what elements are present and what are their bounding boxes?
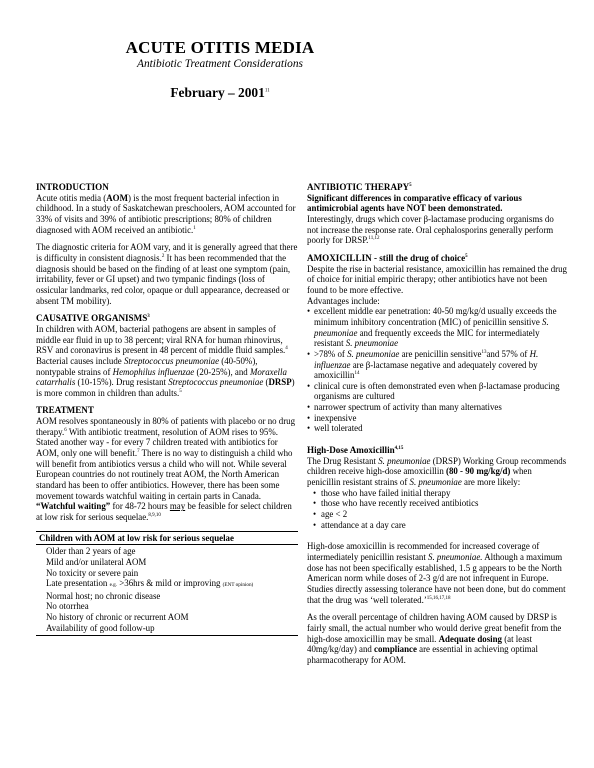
low-risk-criteria-list [36,545,298,635]
introduction-section [36,182,298,306]
document-date: February – 2001$^{11}$ [170,85,270,100]
causative-organisms-section [36,313,298,398]
causative-organisms-paragraph: In children with AOM, bacterial pathogens are absent in samples of middle ear fluid in up to 38 percent; viral RNA for human rhinovirus, RSV and coronavirus is present in 48 percent of middle fluid samples.$^4$ Bacterial causes include Streptococcus pneumoniae (40-50%), nontypable strains of Hemophilus influenzae (20-25%), and Moraxella catarrhalis (10-15%). Drug resistant Streptococcus pneumoniae (DRSP) is more common in children than adults.$^5$ [36,323,295,398]
list-item: • inexpensive [307,413,567,424]
list-item: Mild and/or unilateral AOM [46,556,147,567]
antibiotic-therapy-heading: ANTIBIOTIC THERAPY$^5$ [307,182,412,192]
amoxicillin-section [307,253,567,434]
treatment-paragraph: AOM resolves spontaneously in 80% of patients with placebo or no drug therapy.$^6$ With antibiotic treatment, resolution of AOM rises to 95%. Stated another way - for every 7 children treated with antibiotics for AOM, only one will benefit.$^7$ There is no way to distinguish a child who will benefit from antibiotics versus a child who will not. While several European countries do not routinely treat AOM, the North American standard has been to offer antibiotics. However, there has been some movement towards watchful waiting in certain parts in Canada. “Watchful waiting” for 48-72 hours may be feasible for select children at low risk for serious sequelae.$^{8,9,10}$ [36,416,296,523]
advantages-list [307,306,567,434]
amoxicillin-heading: AMOXICILLIN - still the drug of choice$^5$ [307,252,468,263]
advantages-label: Advantages include: [307,295,380,306]
treatment-section [36,405,298,522]
left-column [36,182,298,636]
list-item: Normal host; no chronic disease [46,590,161,601]
list-item: Late presentation e.g. >36hrs & mild or improving (ENT opinion) [46,578,254,589]
list-item: Availability of good follow-up [46,622,155,633]
list-item: • excellent middle ear penetration: 40-50 mg/kg/d usually exceeds the minimum inhibitory concentration (MIC) of penicillin sensitive S. pneumoniae and frequently exceeds the MIC for intermediately resistant S. pneumoniae [307,306,567,349]
antibiotic-therapy-lead: Significant differences in comparative efficacy of various antimicrobial agents have NOT been demonstrated. [307,192,522,214]
list-item: No history of chronic or recurrent AOM [46,611,189,622]
document-title: ACUTE OTITIS MEDIA [125,38,315,57]
low-risk-criteria-box [36,531,298,636]
document-subtitle: Antibiotic Treatment Considerations [136,58,303,70]
introduction-paragraph-1: Acute otitis media (AOM) is the most frequent bacterial infection in childhood. In a study of Saskatchewan preschoolers, AOM accounted for 33% of visits and 39% of antibiotic prescriptions; 80% of children diagnosed with AOM received an antibiotic.$^1$ [36,192,296,235]
high-dose-criteria-list [307,488,567,531]
list-item: • attendance at a day care [307,520,567,531]
high-dose-amoxicillin-section [307,445,567,665]
right-column [307,182,567,666]
list-item: Older than 2 years of age [46,546,136,557]
high-dose-paragraph-2: High-dose amoxicillin is recommended for increased coverage of intermediately penicillin resistant S. pneumoniae. Although a maximum dose has not been specifically established, 1.5 g appears to be the North American norm while doses of 2-3 g/d are not infrequent in Europe. Studies directly assessing tolerance have not been done, but do comment that the drug was ‘well tolerated.’$^{15,16,17,18}$ [307,541,566,605]
list-item: • clinical cure is often demonstrated even when β-lactamase producing organisms are cultured [307,381,567,402]
list-item: • age < 2 [307,509,567,520]
list-item: No toxicity or severe pain [46,567,139,578]
introduction-heading: INTRODUCTION [36,182,109,192]
antibiotic-therapy-text: Interestingly, drugs which cover β-lactamase producing organisms do not increase the response rate. Oral cephalosporins generally perform poorly for DRSP.$^{11,12}$ [307,213,554,246]
high-dose-intro: The Drug Resistant S. pneumoniae (DRSP) Working Group recommends children receive high-dose amoxicillin (80 - 90 mg/kg/d) when penicillin resistant strains of S. pneumoniae are more likely: [307,455,567,488]
list-item: • well tolerated [307,423,567,434]
amoxicillin-text: Despite the rise in bacterial resistance, amoxicillin has remained the drug of choice for initial empiric therapy; other antibiotics have not been found to be more effective. [307,263,567,295]
high-dose-paragraph-3: As the overall percentage of children having AOM caused by DRSP is fairly small, the actual number who would derive great benefit from the high-dose amoxicillin may be small. Adequate dosing (at least 40mg/kg/day) and compliance are essential in achieving optimal pharmacotherapy for AOM. [307,612,562,665]
treatment-heading: TREATMENT [36,405,94,416]
list-item: • narrower spectrum of activity than many alternatives [307,402,567,413]
low-risk-criteria-heading: Children with AOM at low risk for serious sequelae [36,532,298,546]
list-item: • those who have recently received antibiotics [307,498,567,509]
list-item: No otorrhea [46,601,89,612]
introduction-paragraph-2: The diagnostic criteria for AOM vary, and it is generally agreed that there is difficulty in consistent diagnosis.$^2$ It has been recommended that the diagnosis should be based on the finding of at least one symptom (pain, irritability, fever or GI upset) and two tympanic findings (loss of ossicular landmarks, red color, opaque or dull appearance, decreased or absent TM mobility). [36,242,298,306]
causative-organisms-heading: CAUSATIVE ORGANISMS$^3$ [36,313,150,324]
list-item: • >78% of S. pneumoniae are penicillin sensitive$^{13}$and 57% of H. influenzae are β-lactamase negative and adequately covered by amoxicillin$^{14}$ [307,349,567,381]
high-dose-heading: High-Dose Amoxicillin$^{4,15}$ [307,445,404,456]
antibiotic-therapy-section [307,182,567,246]
list-item: • those who have failed initial therapy [307,488,567,499]
